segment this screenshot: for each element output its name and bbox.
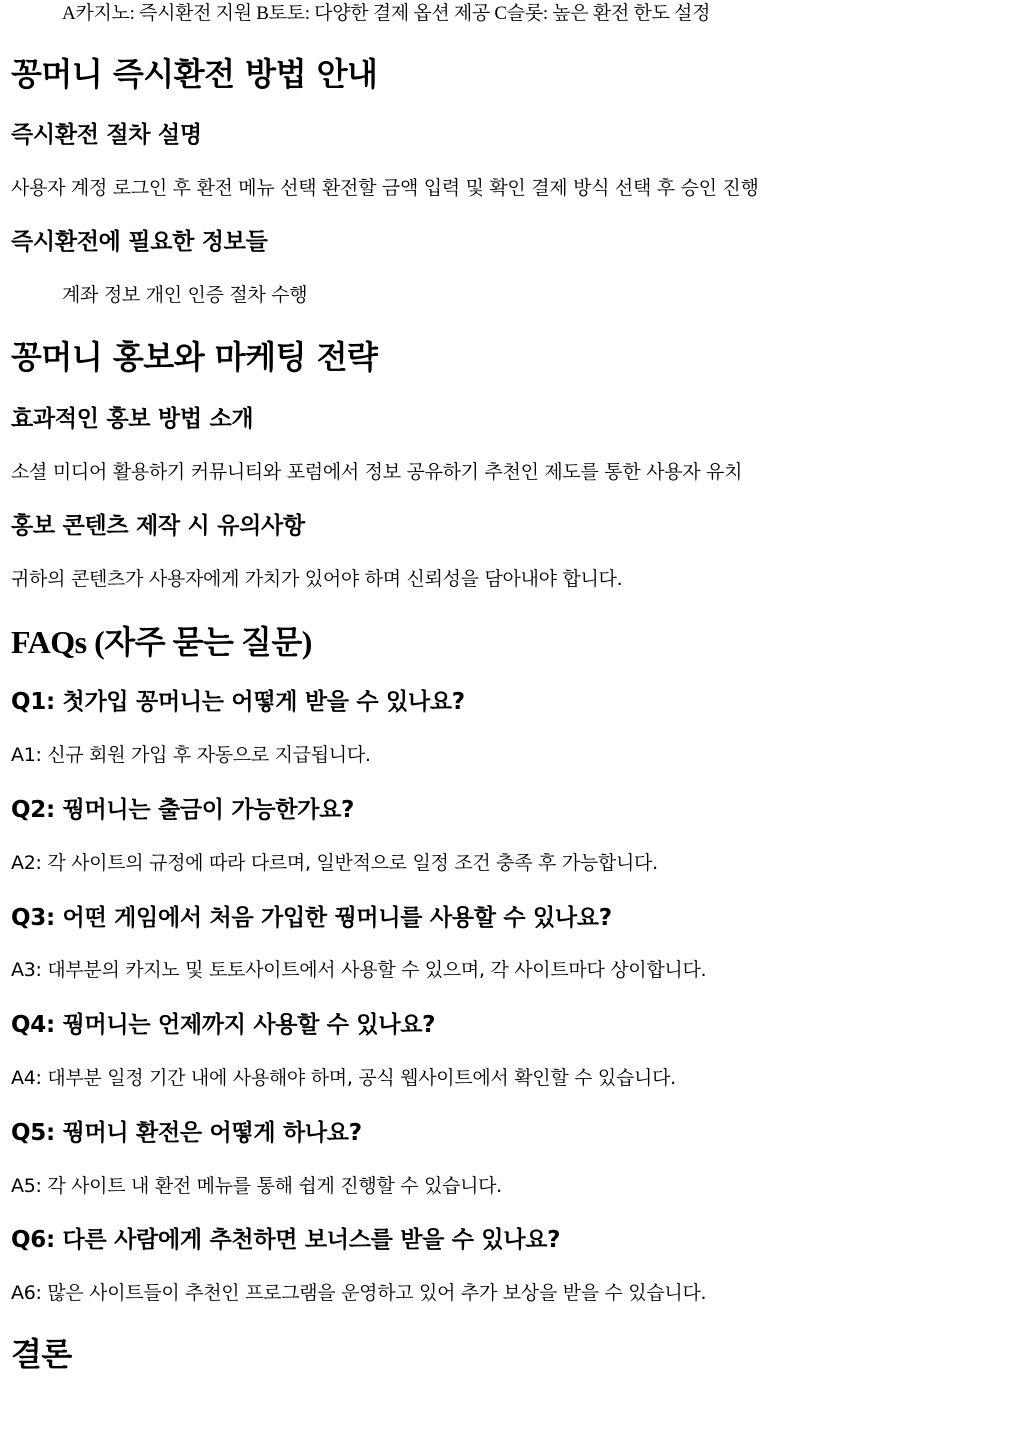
faq-question: Q5: 꿩머니 환전은 어떻게 하나요?: [11, 1120, 362, 1146]
faq-answer: A1: 신규 회원 가입 후 자동으로 지급됩니다.: [11, 744, 371, 766]
faq-section-title: FAQs (자주 묻는 질문): [11, 624, 312, 660]
site-list: A카지노: 즉시환전 지원 B토토: 다양한 결제 옵션 제공 C슬롯: 높은 환전 한도 설정: [62, 3, 711, 24]
faq-question: Q3: 어떤 게임에서 처음 가입한 꿩머니를 사용할 수 있나요?: [11, 905, 612, 931]
marketing-caution-text: 귀하의 콘텐츠가 사용자에게 가치가 있어야 하며 신뢰성을 담아내야 합니다.: [11, 568, 623, 590]
exchange-info-text: 계좌 정보 개인 인증 절차 수행: [62, 284, 308, 306]
exchange-procedure-text: 사용자 계정 로그인 후 환전 메뉴 선택 환전할 금액 입력 및 확인 결제 방식 선택 후 승인 진행: [11, 177, 759, 199]
exchange-info-heading: 즉시환전에 필요한 정보들: [11, 229, 268, 255]
marketing-section-title: 꽁머니 홍보와 마케팅 전략: [11, 338, 378, 376]
faq-question: Q4: 꿩머니는 언제까지 사용할 수 있나요?: [11, 1012, 436, 1038]
faq-answer: A6: 많은 사이트들이 추천인 프로그램을 운영하고 있어 추가 보상을 받을 수 있습니다.: [11, 1282, 707, 1304]
marketing-methods-text: 소셜 미디어 활용하기 커뮤니티와 포럼에서 정보 공유하기 추천인 제도를 통한 사용자 유치: [11, 461, 743, 483]
faq-question: Q1: 첫가입 꽁머니는 어떻게 받을 수 있나요?: [11, 689, 465, 715]
faq-answer: A4: 대부분 일정 기간 내에 사용해야 하며, 공식 웹사이트에서 확인할 수 있습니다.: [11, 1067, 676, 1089]
faq-question: Q6: 다른 사람에게 추천하면 보너스를 받을 수 있나요?: [11, 1227, 561, 1253]
exchange-procedure-heading: 즉시환전 절차 설명: [11, 122, 202, 148]
marketing-caution-heading: 홍보 콘텐츠 제작 시 유의사항: [11, 513, 305, 539]
exchange-section-title: 꽁머니 즉시환전 방법 안내: [11, 55, 378, 93]
faq-answer: A5: 각 사이트 내 환전 메뉴를 통해 쉽게 진행할 수 있습니다.: [11, 1175, 502, 1197]
marketing-methods-heading: 효과적인 홍보 방법 소개: [11, 406, 254, 432]
faq-answer: A2: 각 사이트의 규정에 따라 다르며, 일반적으로 일정 조건 충족 후 가능합니다.: [11, 852, 658, 874]
conclusion-title: 결론: [11, 1335, 72, 1373]
faq-answer: A3: 대부분의 카지노 및 토토사이트에서 사용할 수 있으며, 각 사이트마다 상이합니다.: [11, 959, 707, 981]
faq-question: Q2: 꿩머니는 출금이 가능한가요?: [11, 797, 355, 823]
